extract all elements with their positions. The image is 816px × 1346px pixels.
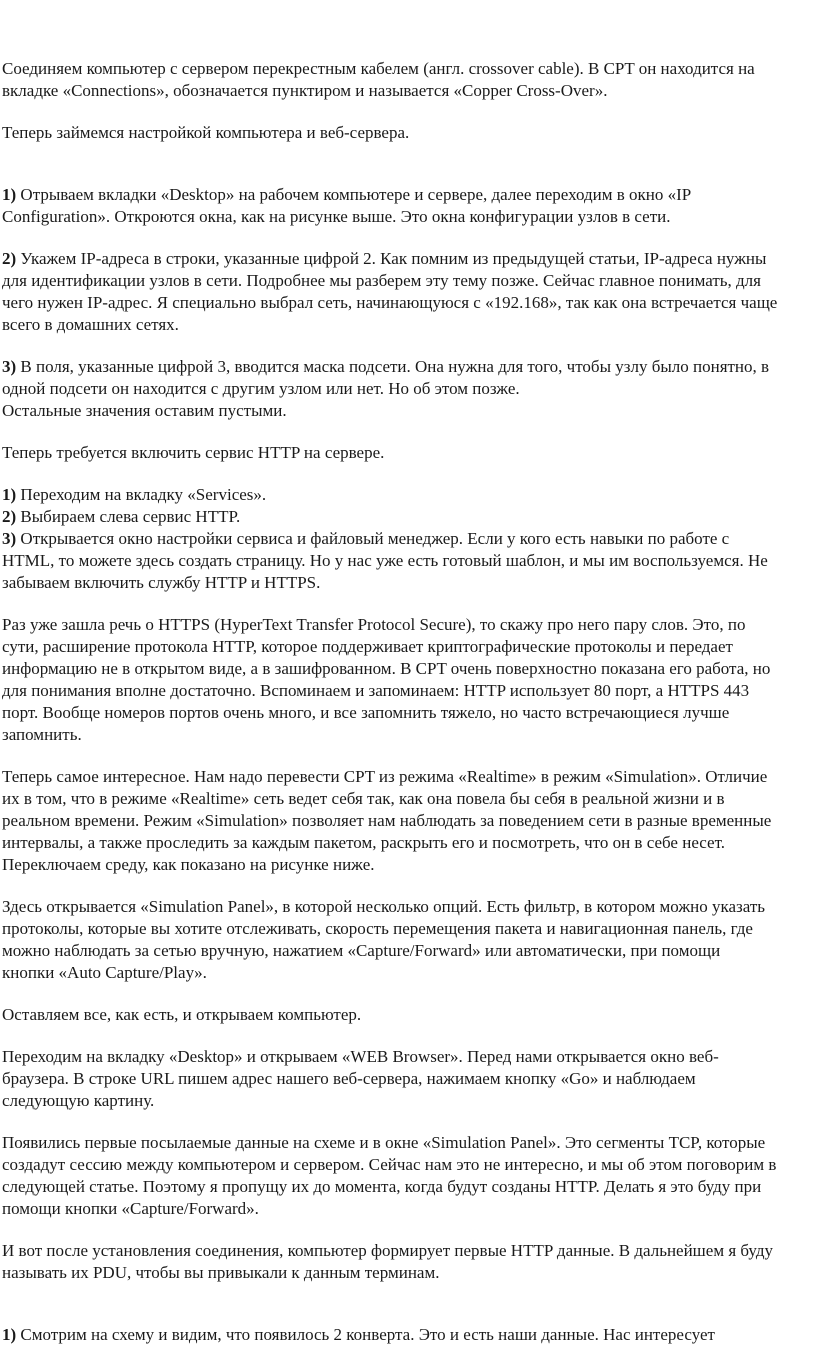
text-line: забываем включить службу HTTP и HTTPS. <box>2 573 321 592</box>
paragraph-web-browser <box>2 1046 814 1112</box>
text-line: Смотрим на схему и видим, что появилось 2 конверта. Это и есть наши данные. Нас интересует <box>16 1325 715 1344</box>
step-number: 3) <box>2 357 17 376</box>
text-line: реальном времени. Режим «Simulation» позволяет нам наблюдать за поведением сети в разные временные <box>2 811 772 830</box>
step-number: 2) <box>2 507 17 526</box>
text-line: браузера. В строке URL пишем адрес нашего веб-сервера, нажимаем кнопку «Go» и наблюдаем <box>2 1069 696 1088</box>
text-line: В поля, указанные цифрой 3, вводится маска подсети. Она нужна для того, чтобы узлу было понятно, в <box>16 357 770 376</box>
text-line: Теперь займемся настройкой компьютера и веб-сервера. <box>2 123 410 142</box>
text-line: для идентификации узлов в сети. Подробнее мы разберем эту тему позже. Сейчас главное понимать, для <box>2 271 761 290</box>
text-line: их в том, что в режиме «Realtime» сеть ведет себя так, как она повела бы себя в реальной жизни и в <box>2 789 725 808</box>
text-line: запомнить. <box>2 725 82 744</box>
text-line: Соединяем компьютер с сервером перекрестным кабелем (англ. crossover cable). В CPT он находится на <box>2 59 755 78</box>
step-number: 2) <box>2 249 17 268</box>
text-line: одной подсети он находится с другим узлом или нет. Но об этом позже. <box>2 379 520 398</box>
paragraph-step-1-desktop <box>2 184 814 228</box>
text-line: Выбираем слева сервис HTTP. <box>16 507 241 526</box>
text-line: создадут сессию между компьютером и сервером. Сейчас нам это не интересно, и мы об этом поговорим в <box>2 1155 777 1174</box>
text-line: Configuration». Откроются окна, как на рисунке выше. Это окна конфигурации узлов в сети. <box>2 207 671 226</box>
text-line: Здесь открывается «Simulation Panel», в которой несколько опций. Есть фильтр, в котором можно указать <box>2 897 765 916</box>
text-line: Теперь требуется включить сервис HTTP на сервере. <box>2 443 385 462</box>
paragraph-open-computer <box>2 1004 814 1026</box>
text-line: следующую картину. <box>2 1091 155 1110</box>
text-line: Остальные значения оставим пустыми. <box>2 401 287 420</box>
text-line: кнопки «Auto Capture/Play». <box>2 963 207 982</box>
paragraph-simulation-mode <box>2 766 814 876</box>
step-number: 1) <box>2 1325 17 1344</box>
text-line: можно наблюдать за сетью вручную, нажатием «Capture/Forward» или автоматически, при помощи <box>2 941 721 960</box>
text-line: Появились первые посылаемые данные на схеме и в окне «Simulation Panel». Это сегменты TCP, которые <box>2 1133 766 1152</box>
text-line: чего нужен IP-адрес. Я специально выбрал сеть, начинающуюся с «192.168», так как она встречается чаще <box>2 293 778 312</box>
text-line: для понимания вполне достаточно. Вспоминаем и запоминаем: HTTP использует 80 порт, а HTTPS 443 <box>2 681 750 700</box>
text-line: Укажем IP-адреса в строки, указанные цифрой 2. Как помним из предыдущей статьи, IP-адреса нужны <box>16 249 767 268</box>
paragraph-simulation-panel <box>2 896 814 984</box>
paragraph-step-2-ip <box>2 248 814 336</box>
paragraph-step-1-envelopes <box>2 1324 814 1346</box>
text-line: протоколы, которые вы хотите отслеживать, скорость перемещения пакета и навигационная панель, где <box>2 919 753 938</box>
text-line: всего в домашних сетях. <box>2 315 179 334</box>
paragraph-http-pdu <box>2 1240 814 1284</box>
text-line: И вот после установления соединения, компьютер формирует первые HTTP данные. В дальнейшем я буду <box>2 1241 773 1260</box>
paragraph-step-3-mask <box>2 356 814 422</box>
text-line: Открывается окно настройки сервиса и файловый менеджер. Если у кого есть навыки по работе с <box>16 529 730 548</box>
text-line: Раз уже зашла речь о HTTPS (HyperText Transfer Protocol Secure), то скажу про него пару слов. Это, по <box>2 615 746 634</box>
text-line: помощи кнопки «Capture/Forward». <box>2 1199 259 1218</box>
text-line: интервалы, а также проследить за каждым пакетом, раскрыть его и посмотреть, что он в себе несет. <box>2 833 725 852</box>
text-line: сути, расширение протокола HTTP, которое поддерживает криптографические протоколы и передает <box>2 637 733 656</box>
paragraph-crossover-cable <box>2 58 814 102</box>
text-line: вкладке «Connections», обозначается пунктиром и называется «Copper Cross-Over». <box>2 81 608 100</box>
text-line: Теперь самое интересное. Нам надо перевести CPT из режима «Realtime» в режим «Simulation». Отличие <box>2 767 768 786</box>
paragraph-tcp-segments <box>2 1132 814 1220</box>
text-line: называть их PDU, чтобы вы привыкали к данным терминам. <box>2 1263 440 1282</box>
step-number: 3) <box>2 529 17 548</box>
step-number: 1) <box>2 485 17 504</box>
text-line: Отрываем вкладки «Desktop» на рабочем компьютере и сервере, далее переходим в окно «IP <box>16 185 692 204</box>
paragraph-setup-intro <box>2 122 814 144</box>
text-line: HTML, то можете здесь создать страницу. Но у нас уже есть готовый шаблон, и мы им воспользуемся. Не <box>2 551 768 570</box>
text-line: Переключаем среду, как показано на рисунке ниже. <box>2 855 375 874</box>
text-line: Переходим на вкладку «Desktop» и открываем «WEB Browser». Перед нами открывается окно веб- <box>2 1047 719 1066</box>
text-line: следующей статье. Поэтому я пропущу их до момента, когда будут созданы HTTP. Делать я это буду при <box>2 1177 762 1196</box>
paragraph-https <box>2 614 814 746</box>
text-line: Оставляем все, как есть, и открываем компьютер. <box>2 1005 362 1024</box>
text-line: порт. Вообще номеров портов очень много, и все запомнить тяжело, но часто встречающиеся лучше <box>2 703 730 722</box>
paragraph-http-steps <box>2 484 814 594</box>
step-number: 1) <box>2 185 17 204</box>
paragraph-http-intro <box>2 442 814 464</box>
text-line: Переходим на вкладку «Services». <box>16 485 267 504</box>
text-line: информацию не в открытом виде, а в зашифрованном. В CPT очень поверхностно показана его работа, но <box>2 659 771 678</box>
